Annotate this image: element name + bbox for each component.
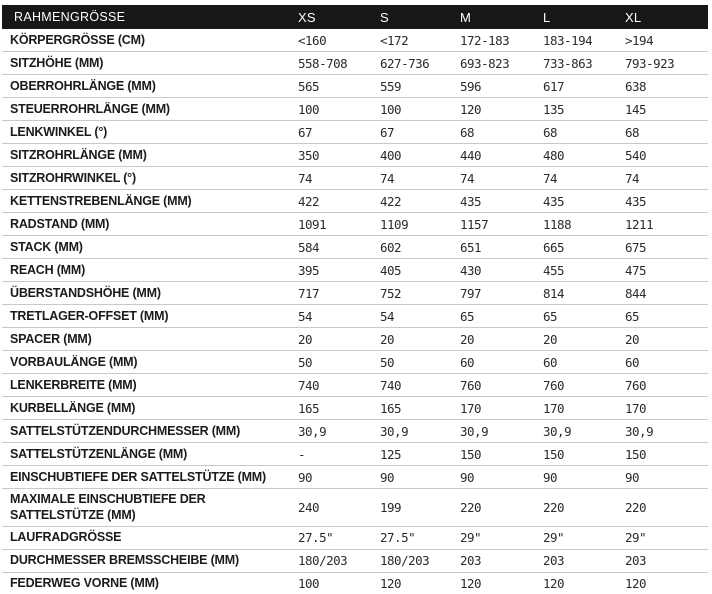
cell-value: 90 xyxy=(625,469,640,485)
cell-value: 760 xyxy=(460,377,482,393)
cell-value: 65 xyxy=(625,308,640,324)
cell-value: 65 xyxy=(460,308,475,324)
cell-value: 74 xyxy=(543,170,558,186)
row-label: VORBAULÄNGE (MM) xyxy=(10,354,138,369)
cell-value: 90 xyxy=(380,469,395,485)
cell-value: 125 xyxy=(380,446,402,462)
cell-value: 170 xyxy=(625,400,647,416)
cell-value: 760 xyxy=(543,377,565,393)
cell-value: 651 xyxy=(460,239,482,255)
cell-value: <172 xyxy=(380,32,409,48)
cell-value: 220 xyxy=(543,499,565,515)
table-row xyxy=(2,527,708,550)
cell-value: 740 xyxy=(380,377,402,393)
cell-value: 65 xyxy=(543,308,558,324)
table-row xyxy=(2,167,708,190)
row-label: KÖRPERGRÖSSE (CM) xyxy=(10,32,145,47)
cell-value: 20 xyxy=(460,331,475,347)
table-header-row xyxy=(2,5,708,29)
cell-value: - xyxy=(298,446,306,462)
table-row xyxy=(2,305,708,328)
table-row xyxy=(2,190,708,213)
cell-value: 559 xyxy=(380,78,402,94)
cell-value: 165 xyxy=(380,400,402,416)
cell-value: 752 xyxy=(380,285,402,301)
cell-value: 693-823 xyxy=(460,55,510,71)
cell-value: 30,9 xyxy=(460,423,489,439)
cell-value: 350 xyxy=(298,147,320,163)
cell-value: 430 xyxy=(460,262,482,278)
cell-value: 475 xyxy=(625,262,647,278)
table-row xyxy=(2,573,708,594)
cell-value: 135 xyxy=(543,101,565,117)
cell-value: 30,9 xyxy=(543,423,572,439)
row-label: SITZROHRLÄNGE (MM) xyxy=(10,147,147,162)
cell-value: 67 xyxy=(298,124,313,140)
cell-value: 145 xyxy=(625,101,647,117)
cell-value: 120 xyxy=(460,576,482,591)
table-row xyxy=(2,397,708,420)
column-header-xs: XS xyxy=(298,9,316,25)
cell-value: 120 xyxy=(380,576,402,591)
row-label: SITZHÖHE (MM) xyxy=(10,55,104,70)
cell-value: 422 xyxy=(298,193,320,209)
cell-value: 440 xyxy=(460,147,482,163)
cell-value: 54 xyxy=(298,308,313,324)
cell-value: 74 xyxy=(625,170,640,186)
cell-value: 50 xyxy=(298,354,313,370)
row-label: EINSCHUBTIEFE DER SATTELSTÜTZE (MM) xyxy=(10,469,266,484)
row-label: DURCHMESSER BREMSSCHEIBE (MM) xyxy=(10,553,239,568)
column-header-xl: XL xyxy=(625,9,642,25)
cell-value: 120 xyxy=(625,576,647,591)
table-row xyxy=(2,144,708,167)
cell-value: 74 xyxy=(298,170,313,186)
cell-value: 435 xyxy=(625,193,647,209)
cell-value: 180/203 xyxy=(298,553,348,568)
cell-value: 565 xyxy=(298,78,320,94)
cell-value: 1109 xyxy=(380,216,409,232)
cell-value: 90 xyxy=(298,469,313,485)
cell-value: 150 xyxy=(543,446,565,462)
cell-value: 100 xyxy=(298,101,320,117)
table-row xyxy=(2,282,708,305)
row-label: LENKWINKEL (°) xyxy=(10,124,108,139)
cell-value: 54 xyxy=(380,308,395,324)
cell-value: 844 xyxy=(625,285,647,301)
row-label: MAXIMALE EINSCHUBTIEFE DER SATTELSTÜTZE (MM) xyxy=(10,492,206,523)
cell-value: 733-863 xyxy=(543,55,593,71)
cell-value: 90 xyxy=(460,469,475,485)
cell-value: 814 xyxy=(543,285,565,301)
table-row xyxy=(2,328,708,351)
cell-value: 27.5" xyxy=(380,530,416,545)
column-header-m: M xyxy=(460,9,472,25)
cell-value: 170 xyxy=(460,400,482,416)
cell-value: 150 xyxy=(460,446,482,462)
cell-value: 1211 xyxy=(625,216,654,232)
cell-value: 20 xyxy=(380,331,395,347)
cell-value: 760 xyxy=(625,377,647,393)
cell-value: 120 xyxy=(460,101,482,117)
cell-value: 558-708 xyxy=(298,55,348,71)
cell-value: 68 xyxy=(543,124,558,140)
cell-value: <160 xyxy=(298,32,327,48)
table-row xyxy=(2,374,708,397)
table-row xyxy=(2,98,708,121)
cell-value: 30,9 xyxy=(298,423,327,439)
column-header-l: L xyxy=(543,9,551,25)
cell-value: 67 xyxy=(380,124,395,140)
cell-value: 203 xyxy=(543,553,565,568)
cell-value: 203 xyxy=(625,553,647,568)
cell-value: 203 xyxy=(460,553,482,568)
cell-value: 675 xyxy=(625,239,647,255)
row-label: KURBELLÄNGE (MM) xyxy=(10,400,136,415)
table-header-label: RAHMENGRÖSSE xyxy=(14,9,126,24)
row-label: ÜBERSTANDSHÖHE (MM) xyxy=(10,285,161,300)
cell-value: 20 xyxy=(625,331,640,347)
row-label: KETTENSTREBENLÄNGE (MM) xyxy=(10,193,192,208)
cell-value: 665 xyxy=(543,239,565,255)
cell-value: 172-183 xyxy=(460,32,510,48)
row-label: REACH (MM) xyxy=(10,262,86,277)
cell-value: 29" xyxy=(625,530,647,545)
column-header-s: S xyxy=(380,9,389,25)
cell-value: 20 xyxy=(298,331,313,347)
cell-value: 584 xyxy=(298,239,320,255)
cell-value: 480 xyxy=(543,147,565,163)
row-label: LENKERBREITE (MM) xyxy=(10,377,137,392)
cell-value: 455 xyxy=(543,262,565,278)
cell-value: 435 xyxy=(543,193,565,209)
cell-value: 100 xyxy=(380,101,402,117)
cell-value: 60 xyxy=(543,354,558,370)
table-row xyxy=(2,489,708,527)
table-row xyxy=(2,466,708,489)
row-label: TRETLAGER-OFFSET (MM) xyxy=(10,308,169,323)
table-row xyxy=(2,443,708,466)
cell-value: 740 xyxy=(298,377,320,393)
cell-value: 627-736 xyxy=(380,55,430,71)
cell-value: 183-194 xyxy=(543,32,593,48)
cell-value: 29" xyxy=(543,530,565,545)
row-label: STACK (MM) xyxy=(10,239,83,254)
cell-value: 27.5" xyxy=(298,530,334,545)
cell-value: 1091 xyxy=(298,216,327,232)
cell-value: 793-923 xyxy=(625,55,675,71)
table-row xyxy=(2,259,708,282)
cell-value: 617 xyxy=(543,78,565,94)
row-label: RADSTAND (MM) xyxy=(10,216,110,231)
table-row xyxy=(2,52,708,75)
cell-value: 422 xyxy=(380,193,402,209)
cell-value: 240 xyxy=(298,499,320,515)
row-label: SATTELSTÜTZENDURCHMESSER (MM) xyxy=(10,423,241,438)
cell-value: 220 xyxy=(460,499,482,515)
cell-value: 74 xyxy=(460,170,475,186)
table-row xyxy=(2,351,708,374)
cell-value: 30,9 xyxy=(380,423,409,439)
row-label: SITZROHRWINKEL (°) xyxy=(10,170,136,185)
cell-value: 30,9 xyxy=(625,423,654,439)
table-row xyxy=(2,29,708,52)
table-row xyxy=(2,213,708,236)
cell-value: 602 xyxy=(380,239,402,255)
cell-value: 638 xyxy=(625,78,647,94)
row-label: SPACER (MM) xyxy=(10,331,92,346)
cell-value: >194 xyxy=(625,32,654,48)
cell-value: 170 xyxy=(543,400,565,416)
cell-value: 797 xyxy=(460,285,482,301)
cell-value: 395 xyxy=(298,262,320,278)
cell-value: 435 xyxy=(460,193,482,209)
cell-value: 50 xyxy=(380,354,395,370)
row-label: STEUERROHRLÄNGE (MM) xyxy=(10,101,170,116)
cell-value: 68 xyxy=(625,124,640,140)
cell-value: 120 xyxy=(543,576,565,591)
cell-value: 220 xyxy=(625,499,647,515)
cell-value: 165 xyxy=(298,400,320,416)
geometry-table xyxy=(2,5,708,594)
row-label: FEDERWEG VORNE (MM) xyxy=(10,576,159,591)
cell-value: 1157 xyxy=(460,216,489,232)
cell-value: 199 xyxy=(380,499,402,515)
cell-value: 180/203 xyxy=(380,553,430,568)
cell-value: 60 xyxy=(460,354,475,370)
table-row xyxy=(2,236,708,259)
row-label: SATTELSTÜTZENLÄNGE (MM) xyxy=(10,446,188,461)
cell-value: 540 xyxy=(625,147,647,163)
table-row xyxy=(2,75,708,98)
cell-value: 60 xyxy=(625,354,640,370)
cell-value: 400 xyxy=(380,147,402,163)
cell-value: 20 xyxy=(543,331,558,347)
cell-value: 68 xyxy=(460,124,475,140)
table-row xyxy=(2,121,708,144)
cell-value: 90 xyxy=(543,469,558,485)
cell-value: 29" xyxy=(460,530,482,545)
cell-value: 100 xyxy=(298,576,320,591)
table-row xyxy=(2,420,708,443)
table-row xyxy=(2,550,708,573)
row-label: OBERROHRLÄNGE (MM) xyxy=(10,78,156,93)
cell-value: 150 xyxy=(625,446,647,462)
cell-value: 717 xyxy=(298,285,320,301)
row-label: LAUFRADGRÖSSE xyxy=(10,530,122,545)
cell-value: 74 xyxy=(380,170,395,186)
cell-value: 1188 xyxy=(543,216,572,232)
cell-value: 405 xyxy=(380,262,402,278)
cell-value: 596 xyxy=(460,78,482,94)
